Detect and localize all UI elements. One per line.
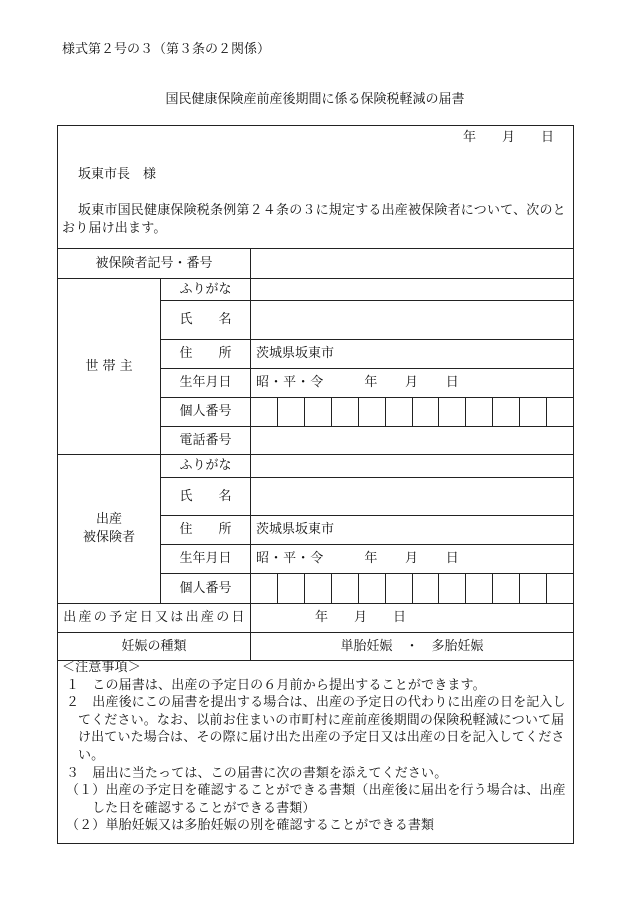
notes-line: １ この届書は、出産の予定日の６月前から提出することができます。 <box>66 677 486 693</box>
notes-section <box>57 660 574 844</box>
digit-box[interactable] <box>546 574 573 603</box>
householder-furigana-field[interactable] <box>250 278 574 301</box>
form-title: 国民健康保険産前産後期間に係る保険税軽減の届書 <box>165 92 465 107</box>
householder-birthdate-value: 昭・平・令 年 月 日 <box>256 375 460 390</box>
digit-box[interactable] <box>277 574 304 603</box>
notes-line: （２）単胎妊娠又は多胎妊娠の別を確認することができる書類 <box>66 818 435 834</box>
digit-box[interactable] <box>438 398 465 426</box>
birth-insured-label-line: 出産 <box>95 512 122 527</box>
digit-box[interactable] <box>492 398 519 426</box>
pregnancy-type-options: 単胎妊娠 ・ 多胎妊娠 <box>340 638 484 654</box>
householder-furigana-label: ふりがな <box>160 278 251 301</box>
householder-address-field[interactable] <box>250 339 574 369</box>
birth-insured-address-field[interactable] <box>250 515 574 545</box>
digit-box[interactable] <box>385 398 412 426</box>
digit-box[interactable] <box>385 574 412 603</box>
birth-insured-label-line: 被保険者 <box>82 530 135 545</box>
householder-address-value: 茨城県坂東市 <box>256 346 335 361</box>
birth-insured-birthdate-field[interactable] <box>250 544 574 574</box>
digit-box[interactable] <box>304 574 331 603</box>
notes-line: てください。なお、以前お住まいの市町村に産前産後期間の保険税軽減について届 <box>78 712 565 728</box>
notes-line: ３ 届出に当たっては、この届書に次の書類を添えてください。 <box>66 765 448 781</box>
digit-box[interactable] <box>251 398 277 426</box>
statement-line: おり届け出ます。 <box>62 221 167 236</box>
digit-box[interactable] <box>358 574 385 603</box>
householder-address-label: 住 所 <box>160 339 251 369</box>
submission-date: 年 月 日 <box>463 130 555 145</box>
householder-phone-field[interactable] <box>250 426 574 455</box>
digit-box[interactable] <box>304 398 331 426</box>
notes-heading: ＜注意事項＞ <box>62 660 141 675</box>
householder-phone-label: 電話番号 <box>160 426 251 455</box>
form-header <box>57 125 574 249</box>
birth-insured-name-label: 氏 名 <box>160 477 251 516</box>
birth-insured-name-field[interactable] <box>250 477 574 516</box>
birth-insured-furigana-field[interactable] <box>250 454 574 478</box>
due-or-birth-date-field[interactable] <box>250 603 574 633</box>
householder-individual-number-field <box>250 397 574 427</box>
digit-box[interactable] <box>465 398 492 426</box>
digit-box[interactable] <box>412 398 439 426</box>
digit-box[interactable] <box>251 574 277 603</box>
householder-birthdate-label: 生年月日 <box>160 368 251 398</box>
digit-box[interactable] <box>519 574 546 603</box>
householder-birthdate-field[interactable] <box>250 368 574 398</box>
householder-individual-number-label: 個人番号 <box>160 397 251 427</box>
birth-insured-furigana-label: ふりがな <box>160 454 251 478</box>
digit-box[interactable] <box>412 574 439 603</box>
notes-line: （１）出産の予定日を確認することができる書類（出産後に届出を行う場合は、出産 <box>66 783 566 799</box>
notes-line: け出ていた場合は、その際に届け出た出産の予定日又は出産の日を記入してくださ <box>78 730 565 746</box>
birth-insured-address-label: 住 所 <box>160 515 251 545</box>
notes-line: ２ 出産後にこの届書を提出する場合は、出産の予定日の代わりに出産の日を記入し <box>66 695 566 711</box>
addressee: 坂東市長 様 <box>78 167 157 182</box>
householder-name-label: 氏 名 <box>160 300 251 340</box>
birth-insured-individual-number-label: 個人番号 <box>160 573 251 604</box>
digit-box[interactable] <box>277 398 304 426</box>
digit-box[interactable] <box>519 398 546 426</box>
insured-symbol-number-label: 被保険者記号・番号 <box>57 248 251 279</box>
form-number: 様式第２号の３（第３条の２関係） <box>62 42 271 57</box>
due-or-birth-date-label-text: 出産の予定日又は出産の日 <box>63 610 247 625</box>
digit-box[interactable] <box>438 574 465 603</box>
digit-box[interactable] <box>546 398 573 426</box>
householder-section-label: 世 帯 主 <box>57 278 161 455</box>
birth-insured-individual-number-field <box>250 573 574 604</box>
digit-box[interactable] <box>358 398 385 426</box>
digit-box[interactable] <box>331 398 358 426</box>
pregnancy-type-label: 妊娠の種類 <box>57 632 251 661</box>
notes-line: い。 <box>78 747 105 763</box>
digit-box[interactable] <box>331 574 358 603</box>
householder-name-field[interactable] <box>250 300 574 340</box>
digit-box[interactable] <box>465 574 492 603</box>
digit-box[interactable] <box>492 574 519 603</box>
statement-line: 坂東市国民健康保険税条例第２４条の３に規定する出産被保険者について、次のと <box>78 203 566 218</box>
notes-line: した日を確認することができる書類） <box>92 800 316 816</box>
pregnancy-type-field[interactable] <box>250 632 574 661</box>
insured-symbol-number-field[interactable] <box>250 248 574 279</box>
birth-insured-address-value: 茨城県坂東市 <box>256 522 335 537</box>
birth-insured-section-label <box>57 454 161 604</box>
notes-body <box>58 660 573 835</box>
birth-insured-birthdate-label: 生年月日 <box>160 544 251 574</box>
birth-insured-birthdate-value: 昭・平・令 年 月 日 <box>256 551 460 566</box>
due-or-birth-date-value: 年 月 日 <box>315 610 407 625</box>
due-or-birth-date-label <box>57 603 251 633</box>
